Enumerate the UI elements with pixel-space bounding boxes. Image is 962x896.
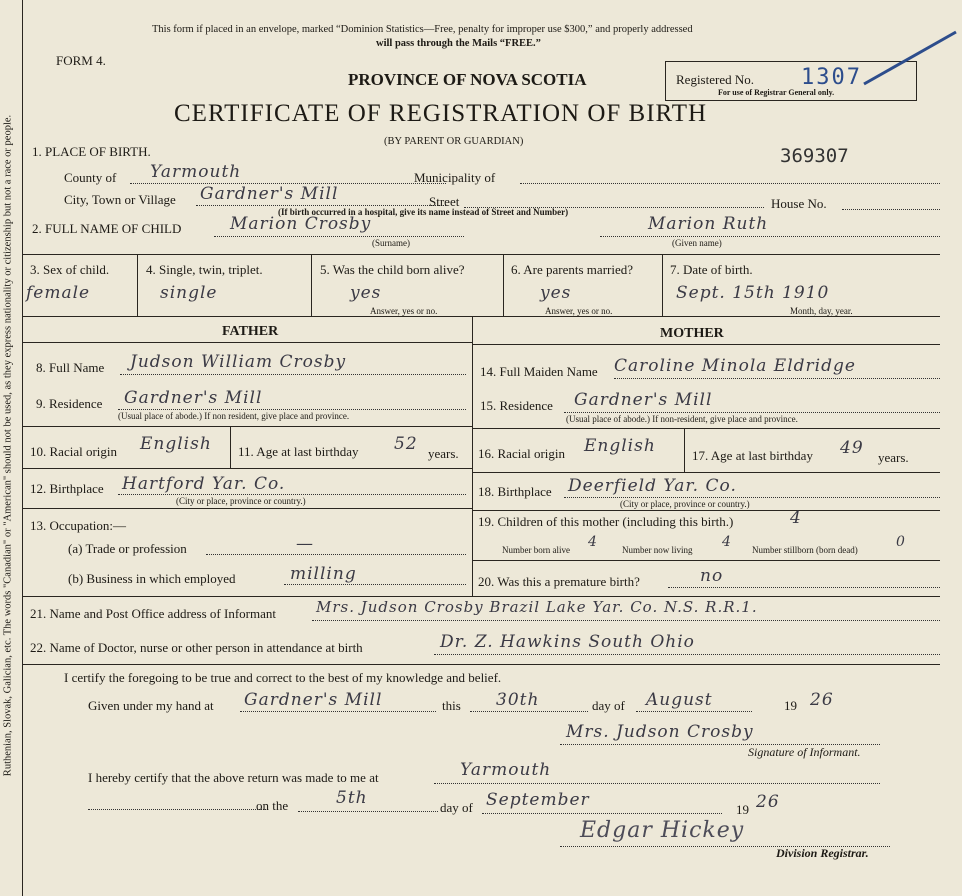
mother-residence-note: (Usual place of abode.) If non-resident, give place and province. — [566, 414, 798, 424]
mother-age-label: 17. Age at last birthday — [692, 448, 813, 463]
given-year-prefix: 19 — [784, 698, 797, 713]
born-alive-label: Number born alive — [502, 545, 570, 555]
trade-label: (a) Trade or profession — [68, 541, 187, 556]
father-rule-2 — [22, 468, 472, 469]
father-residence-value: Gardner's Mill — [124, 388, 263, 408]
mother-rule-2 — [472, 472, 940, 473]
row3-divider-4 — [662, 254, 663, 316]
parents-top-rule — [22, 316, 940, 317]
living-value: 4 — [722, 534, 732, 550]
city-value: Gardner's Mill — [200, 184, 339, 204]
child-name-label: 2. FULL NAME OF CHILD — [32, 221, 182, 236]
mother-racial-value: English — [584, 436, 656, 456]
mother-residence-field — [564, 412, 940, 413]
born-alive-value: 4 — [588, 534, 598, 550]
plurality-label: 4. Single, twin, triplet. — [146, 262, 263, 277]
certify-top-rule — [22, 664, 940, 665]
informant-signature: Mrs. Judson Crosby — [566, 722, 754, 742]
trade-value: — — [296, 534, 314, 554]
city-label: City, Town or Village — [64, 192, 176, 207]
mother-birthplace-label: 18. Birthplace — [478, 484, 552, 499]
certify-statement: I certify the foregoing to be true and correct to the best of my knowledge and belief. — [64, 670, 502, 685]
father-racial-label: 10. Racial origin — [30, 444, 118, 459]
registrar-day-value: 5th — [336, 788, 368, 808]
father-rule-1 — [22, 426, 472, 427]
married-caption: Answer, yes or no. — [545, 306, 613, 316]
surname-caption: (Surname) — [372, 238, 410, 248]
doctor-label: 22. Name of Doctor, nurse or other person in attendance at birth — [30, 640, 363, 655]
given-month-value: August — [646, 690, 713, 710]
mother-name-value: Caroline Minola Eldridge — [614, 356, 856, 376]
father-age-value: 52 — [394, 434, 418, 454]
mother-rule-3 — [472, 510, 940, 511]
municipality-field — [520, 183, 940, 184]
hospital-note: (If birth occurred in a hospital, give its name instead of Street and Number) — [278, 207, 569, 217]
mother-birthplace-field — [564, 497, 940, 498]
city-field — [196, 205, 446, 206]
place-of-birth-heading: 1. PLACE OF BIRTH. — [32, 144, 151, 159]
doctor-field — [434, 654, 940, 655]
stillborn-value: 0 — [896, 534, 906, 550]
registrar-day-of-label: day of — [440, 800, 473, 815]
stillborn-label: Number stillborn (born dead) — [752, 545, 858, 555]
municipality-label: Municipality of — [414, 170, 496, 185]
child-given-name: Marion Ruth — [648, 214, 769, 234]
side-note: Ruthenian, Slovak, Galician, etc. The words "Canadian" or "American" should not be used, as they express nationality or citizenship but not a race or people. — [2, 114, 14, 777]
sex-value: female — [26, 283, 91, 303]
father-years: years. — [428, 446, 459, 461]
registrar-month-value: September — [486, 790, 590, 810]
father-residence-label: 9. Residence — [36, 396, 103, 411]
date-label: 7. Date of birth. — [670, 262, 753, 277]
father-birthplace-field — [118, 494, 466, 495]
parents-heading-rule-left — [22, 342, 472, 343]
registrar-lead-field — [88, 809, 268, 810]
left-border — [22, 0, 23, 896]
certificate-subtitle: (BY PARENT OR GUARDIAN) — [384, 136, 524, 147]
living-label: Number now living — [622, 545, 693, 555]
ink-stroke — [860, 28, 960, 88]
envelope-notice-2: will pass through the Mails “FREE.” — [376, 38, 541, 49]
division-registrar-caption: Division Registrar. — [776, 846, 869, 860]
surname-field — [214, 236, 464, 237]
informant-value: Mrs. Judson Crosby Brazil Lake Yar. Co. N.S. R.R.1. — [316, 598, 758, 616]
given-name-caption: (Given name) — [672, 238, 722, 248]
mother-residence-label: 15. Residence — [480, 398, 553, 413]
plurality-value: single — [160, 283, 218, 303]
given-day-field — [470, 711, 588, 712]
children-label: 19. Children of this mother (including this birth.) — [478, 514, 734, 529]
row3-divider-1 — [137, 254, 138, 316]
given-name-field — [600, 236, 940, 237]
business-field — [284, 584, 466, 585]
premature-value: no — [700, 566, 724, 586]
given-place-value: Gardner's Mill — [244, 690, 383, 710]
parents-bottom-rule — [22, 596, 940, 597]
registrar-signature: Edgar Hickey — [580, 818, 745, 843]
married-label: 6. Are parents married? — [511, 262, 634, 277]
father-name-field — [120, 374, 466, 375]
sex-label: 3. Sex of child. — [30, 262, 110, 277]
registrar-place-value: Yarmouth — [460, 760, 552, 780]
mother-rule-1 — [472, 428, 940, 429]
father-birthplace-label: 12. Birthplace — [30, 481, 104, 496]
premature-field — [668, 587, 940, 588]
envelope-notice: This form if placed in an envelope, marked “Dominion Statistics—Free, penalty for improper use $300,” and properly addressed — [152, 24, 693, 35]
given-month-field — [636, 711, 752, 712]
business-value: milling — [290, 564, 357, 584]
province-heading: PROVINCE OF NOVA SCOTIA — [348, 70, 587, 89]
father-residence-note: (Usual place of abode.) If non resident, give place and province. — [118, 411, 350, 421]
alive-caption: Answer, yes or no. — [370, 306, 438, 316]
county-label: County of — [64, 170, 117, 185]
mother-rule-4 — [472, 560, 940, 561]
row3-divider-2 — [311, 254, 312, 316]
registrar-place-field — [434, 783, 880, 784]
mother-age-value: 49 — [840, 438, 864, 458]
registered-number: 1307 — [801, 65, 862, 90]
registrar-statement: I hereby certify that the above return was made to me at — [88, 770, 379, 785]
certificate-title: CERTIFICATE OF REGISTRATION OF BIRTH — [174, 100, 708, 127]
father-heading: FATHER — [222, 324, 279, 339]
given-year-value: 26 — [810, 690, 834, 710]
children-value: 4 — [790, 508, 802, 528]
registrar-year-prefix: 19 — [736, 802, 749, 817]
mother-name-field — [614, 378, 940, 379]
mother-racial-divider — [684, 428, 685, 472]
father-racial-value: English — [140, 434, 212, 454]
given-place-field — [240, 711, 436, 712]
birth-date-value: Sept. 15th 1910 — [676, 283, 830, 303]
informant-label: 21. Name and Post Office address of Informant — [30, 606, 276, 621]
doctor-value: Dr. Z. Hawkins South Ohio — [440, 632, 695, 652]
mother-racial-label: 16. Racial origin — [478, 446, 566, 461]
father-name-value: Judson William Crosby — [130, 352, 347, 372]
given-day-value: 30th — [496, 690, 540, 710]
this-label: this — [442, 698, 461, 713]
row3-top-rule — [22, 254, 940, 255]
serial-number: 369307 — [780, 145, 849, 167]
row3-divider-3 — [503, 254, 504, 316]
parents-center-rule — [472, 316, 473, 596]
trade-field — [206, 554, 466, 555]
occupation-label: 13. Occupation:— — [30, 518, 127, 533]
registrar-use-note: For use of Registrar General only. — [718, 88, 835, 97]
registrar-month-field — [482, 813, 722, 814]
father-rule-3 — [22, 508, 472, 509]
registrar-day-field — [298, 811, 438, 812]
mother-birthplace-note: (City or place, province or country.) — [620, 499, 750, 509]
house-field — [842, 209, 940, 210]
father-age-label: 11. Age at last birthday — [238, 444, 359, 459]
given-under-label: Given under my hand at — [88, 698, 214, 713]
premature-label: 20. Was this a premature birth? — [478, 574, 640, 589]
mother-name-label: 14. Full Maiden Name — [480, 364, 598, 379]
parents-heading-rule-right — [472, 344, 940, 345]
father-birthplace-value: Hartford Yar. Co. — [122, 474, 286, 494]
county-value: Yarmouth — [150, 162, 242, 182]
registrar-year-value: 26 — [756, 792, 780, 812]
mother-birthplace-value: Deerfield Yar. Co. — [568, 476, 737, 496]
father-racial-divider — [230, 426, 231, 468]
father-birthplace-note: (City or place, province or country.) — [176, 496, 306, 506]
mother-residence-value: Gardner's Mill — [574, 390, 713, 410]
house-label: House No. — [771, 196, 827, 211]
on-the-label: on the — [256, 798, 289, 813]
married-value: yes — [540, 283, 572, 303]
father-name-label: 8. Full Name — [36, 360, 105, 375]
informant-signature-caption: Signature of Informant. — [748, 745, 861, 759]
street-label: Street — [429, 194, 460, 209]
father-residence-field — [118, 409, 466, 410]
date-caption: Month, day, year. — [790, 306, 853, 316]
registered-label: Registered No. — [676, 72, 754, 87]
mother-years: years. — [878, 450, 909, 465]
child-surname: Marion Crosby — [230, 214, 372, 234]
mother-heading: MOTHER — [660, 326, 724, 341]
alive-value: yes — [350, 283, 382, 303]
business-label: (b) Business in which employed — [68, 571, 236, 586]
alive-label: 5. Was the child born alive? — [320, 262, 465, 277]
form-number: FORM 4. — [56, 53, 106, 68]
given-day-of-label: day of — [592, 698, 625, 713]
informant-field — [312, 620, 940, 621]
